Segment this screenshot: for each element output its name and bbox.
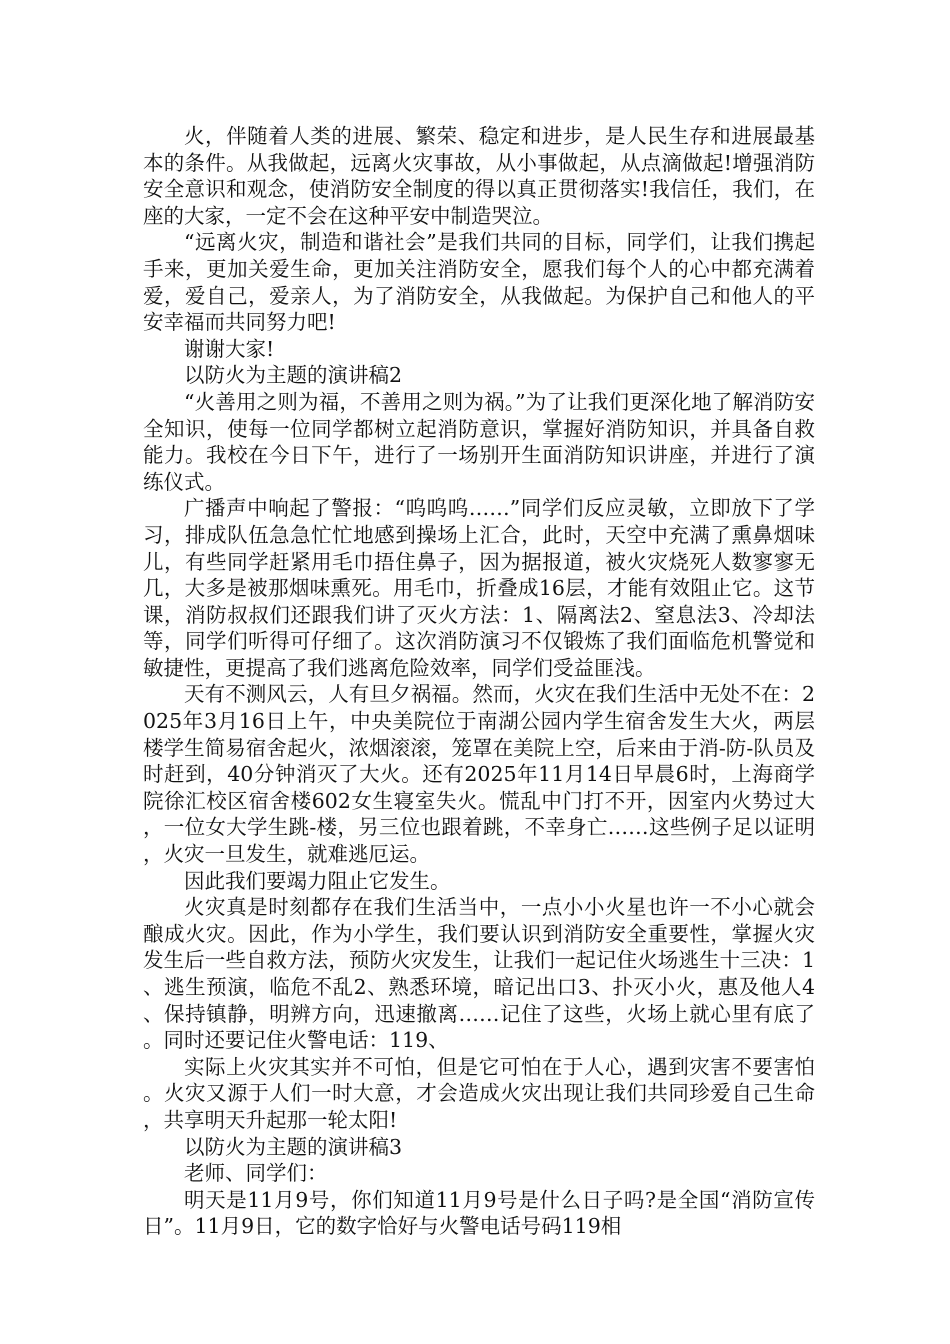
- paragraph-prevent: 因此我们要竭力阻止它发生。: [184, 868, 451, 893]
- paragraph-intro-fire: 火，伴随着人类的进展、繁荣、稳定和进步，是人民生存和进展最基本的条件。从我做起，远离火灾事故，从小事做起，从点滴做起!增强消防安全意识和观念，使消防安全制度的得以真正贯彻落实!我信任，我们，在座的大家，一定不会在这种平安中制造哭泣。: [143, 124, 815, 228]
- paragraph-fire-examples: 天有不测风云，人有旦夕祸福。然而，火灾在我们生活中无处不在：2025年3月16日上午，中央美院位于南湖公园内学生宿舍发生大火，两层楼学生简易宿舍起火，浓烟滚滚，笼罩在美院上空，后来由于消-防-队员及时赶到，40分钟消灭了大火。还有2025年11月14日早晨6时，上海商学院徐汇校区宿舍楼602女生寝室失火。慌乱中门打不开，因室内火势过大，一位女大学生跳-楼，另三位也跟着跳，不幸身亡……这些例子足以证明，火灾一旦发生，就难逃厄运。: [143, 682, 815, 867]
- paragraph-drill: 广播声中响起了警报：“呜呜呜……”同学们反应灵敏，立即放下了学习，排成队伍急急忙忙地感到操场上汇合，此时，天空中充满了熏鼻烟味儿，有些同学赶紧用毛巾捂住鼻子，因为据报道，被火灾烧死人数寥寥无几，大多是被那烟味熏死。用毛巾，折叠成16层，才能有效阻止它。这节课，消防叔叔们还跟我们讲了灭火方法：1、隔离法2、窒息法3、冷却法等，同学们听得可仔细了。这次消防演习不仅锻炼了我们面临危机警觉和敏捷性，更提高了我们逃离危险效率，同学们受益匪浅。: [143, 496, 815, 680]
- paragraph-not-afraid: 实际上火灾其实并不可怕，但是它可怕在于人心，遇到灾害不要害怕。火灾又源于人们一时大意，才会造成火灾出现让我们共同珍爱自己生命，共享明天升起那一轮太阳!: [143, 1054, 815, 1132]
- section-heading-speech-2: 以防火为主题的演讲稿2: [184, 363, 403, 388]
- paragraph-harmony-goal: “远离火灾，制造和谐社会”是我们共同的目标，同学们，让我们携起手来，更加关爱生命，更加关注消防安全，愿我们每个人的心中都充满着爱，爱自己，爱亲人，为了消防安全，从我做起。为保护自己和他人的平安幸福而共同努力吧!: [143, 230, 815, 335]
- paragraph-fire-lecture: “火善用之则为福，不善用之则为祸。”为了让我们更深化地了解消防安全知识，使每一位同学都树立起消防意识，掌握好消防知识，并具备自救能力。我校在今日下午，进行了一场别开生面消防知识讲座，并进行了演练仪式。: [143, 389, 815, 494]
- document-body: [143, 123, 815, 1240]
- section-heading-speech-3: 以防火为主题的演讲稿3: [184, 1134, 403, 1159]
- paragraph-salutation: 老师、同学们：: [184, 1161, 328, 1186]
- paragraph-thanks: 谢谢大家!: [184, 336, 275, 361]
- paragraph-fire-day: 明天是11月9号，你们知道11月9号是什么日子吗?是全国“消防宣传日”。11月9日，它的数字恰好与火警电话号码119相: [143, 1187, 815, 1239]
- paragraph-escape-tips: 火灾真是时刻都存在我们生活当中，一点小小火星也许一不小心就会酿成火灾。因此，作为小学生，我们要认识到消防安全重要性，掌握火灾发生后一些自救方法，预防火灾发生，让我们一起记住火场逃生十三决：1、逃生预演，临危不乱2、熟悉环境，暗记出口3、扑灭小火，惠及他人4、保持镇静，明辨方向，迅速撤离……记住了这些，火场上就心里有底了。同时还要记住火警电话：119、: [143, 895, 815, 1053]
